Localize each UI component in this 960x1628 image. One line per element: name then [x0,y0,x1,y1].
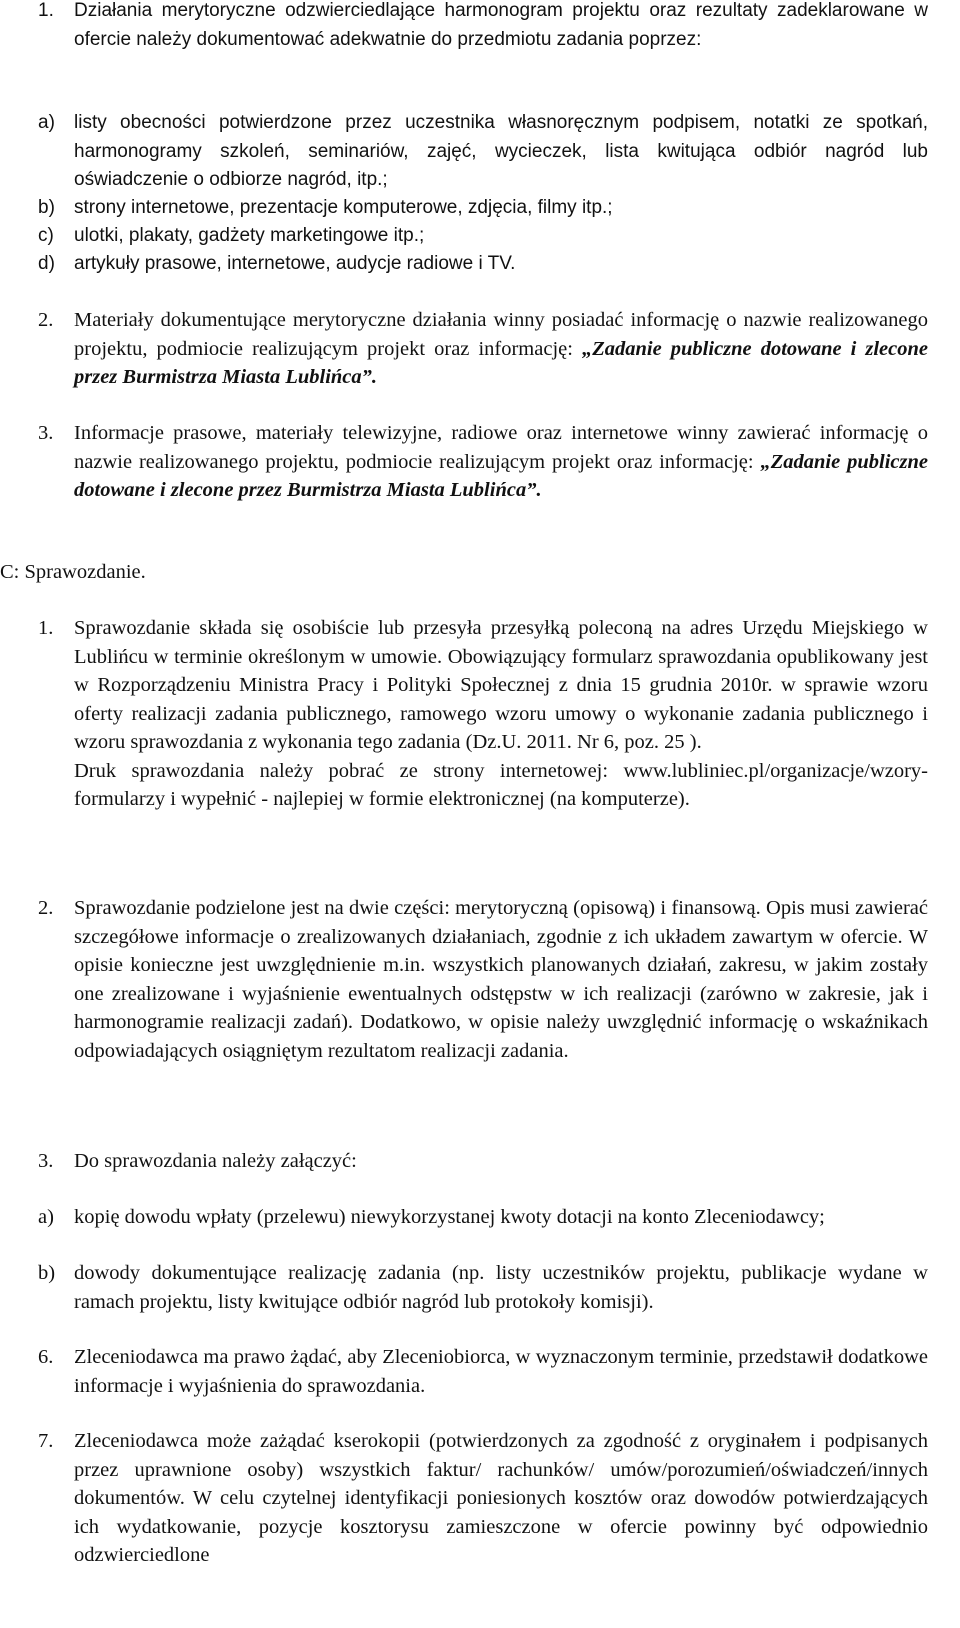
list-item-3 [38,419,928,505]
sub-item-c [38,222,928,251]
section-heading: C: Sprawozdanie. [0,561,146,583]
item-text [74,306,928,392]
sub-item-letter: b) [38,197,55,218]
sub-item-text: kopię dowodu wpłaty (przelewu) niewykorzystanej kwoty dotacji na konto Zleceniodawcy; [74,1206,825,1228]
sub-item-text: ulotki, plakaty, gadżety marketingowe itp.; [74,225,425,246]
item-body: Informacje prasowe, materiały telewizyjne, radiowe oraz internetowe winny zawierać informację o nazwie realizowanego projektu, podmiocie realizującym projekt oraz informację: [74,422,928,473]
section-c-item-7 [38,1427,928,1570]
item-text: Zleceniodawca może zażądać kserokopii (potwierdzonych za zgodność z oryginałem i podpisanych przez uprawnione osoby) wszystkich faktur/ rachunków/ umów/porozumień/oświadczeń/innych dokumentów. W celu czytelnej identyfikacji poniesionych kosztów oraz dowodów potwierdzających ich wydatkowanie, pozycje kosztorysu zamieszczone w ofercie powinny być odpowiednio odzwierciedlone [74,1430,928,1566]
list-item-2 [38,306,928,392]
sub-item-letter: a) [38,1206,54,1228]
item-text [74,419,928,505]
item-number: 2. [38,897,54,919]
item-number: 1. [38,617,54,639]
item-number: 3. [38,422,54,444]
item-number: 2. [38,309,54,331]
section-c-item-1 [38,614,928,814]
sub-item-d [38,250,928,279]
sub-item-text: strony internetowe, prezentacje komputerowe, zdjęcia, filmy itp.; [74,197,613,218]
item-text: Zleceniodawca ma prawo żądać, aby Zleceniobiorca, w wyznaczonym terminie, przedstawił dodatkowe informacje i wyjaśnienia do sprawozdania. [74,1346,928,1397]
item-number: 7. [38,1430,54,1452]
section-c-item-6 [38,1343,928,1400]
sub-item-letter: a) [38,112,55,133]
section-c-item-2 [38,894,928,1065]
item-emphasis: „Zadanie publiczne dotowane i zlecone przez Burmistrza Miasta Lublińca”. [74,450,928,501]
item-number: 6. [38,1346,54,1368]
section-c-item-3 [38,1147,928,1176]
sub-item-text: dowody dokumentujące realizację zadania (np. listy uczestników projektu, publikacje wydane w ramach projektu, listy kwitujące odbiór nagród lub protokoły komisji). [74,1262,928,1313]
item-text: Do sprawozdania należy załączyć: [74,1150,357,1172]
sub-item-text: artykuły prasowe, internetowe, audycje radiowe i TV. [74,253,516,274]
sub-item-text: listy obecności potwierdzone przez uczestnika własnoręcznym podpisem, notatki ze spotkań, harmonogramy szkoleń, seminariów, zajęć, wycieczek, lista kwitująca odbiór nagród lub oświadczenie o odbiorze nagród, itp.; [74,112,928,190]
item-emphasis: „Zadanie publiczne dotowane i zlecone przez Burmistrza Miasta Lublińca”. [74,337,928,388]
sub-item-letter: b) [38,1262,56,1284]
item-number: 1. [38,0,54,21]
item-text: Sprawozdanie podzielone jest na dwie części: merytoryczną (opisową) i finansową. Opis musi zawierać szczegółowe informacje o zrealizowanych działaniach, zgodnie z ich układem zawartym w ofercie. W opisie konieczne jest uwzględnienie m.in. wszystkich planowanych działań, zakresu, w jakim zostały one zrealizowane i wyjaśnienie ewentualnych odstępstw w ich realizacji (zarówno w zakresie, jak i harmonogramie realizacji zadań). Dodatkowo, w opisie należy uwzględnić informację o wskaźnikach odpowiadających osiągniętym rezultatom realizacji zadania. [74,897,928,1062]
item-text: Sprawozdanie składa się osobiście lub przesyła przesyłką poleconą na adres Urzędu Miejskiego w Lublińcu w terminie określonym w umowie. Obowiązujący formularz sprawozdania opublikowany jest w Rozporządzeniu Ministra Pracy i Polityki Społecznej z dnia 15 grudnia 2010r. w sprawie wzoru oferty realizacji zadania publicznego, ramowego wzoru umowy o wykonanie zadania publicznego i wzoru sprawozdania z wykonania tego zadania (Dz.U. 2011. Nr 6, poz. 25 ). [74,617,928,753]
item-number: 3. [38,1150,54,1172]
item-text: Działania merytoryczne odzwierciedlające harmonogram projektu oraz rezultaty zadeklarowane w ofercie należy dokumentować adekwatnie do przedmiotu zadania poprzez: [74,0,928,50]
attachment-b [38,1259,928,1316]
attachment-a [38,1203,928,1232]
sub-item-letter: d) [38,253,55,274]
item-text-continued: Druk sprawozdania należy pobrać ze strony internetowej: www.lubliniec.pl/organizacje/wzory-formularzy i wypełnić - najlepiej w formie elektronicznej (na komputerze). [74,759,928,810]
item-body: Materiały dokumentujące merytoryczne działania winny posiadać informację o nazwie realizowanego projektu, podmiocie realizującym projekt oraz informację: [74,309,928,360]
sub-item-a [38,109,928,195]
list-item-1 [38,0,928,54]
sub-item-letter: c) [38,225,54,246]
sub-item-b [38,194,928,223]
